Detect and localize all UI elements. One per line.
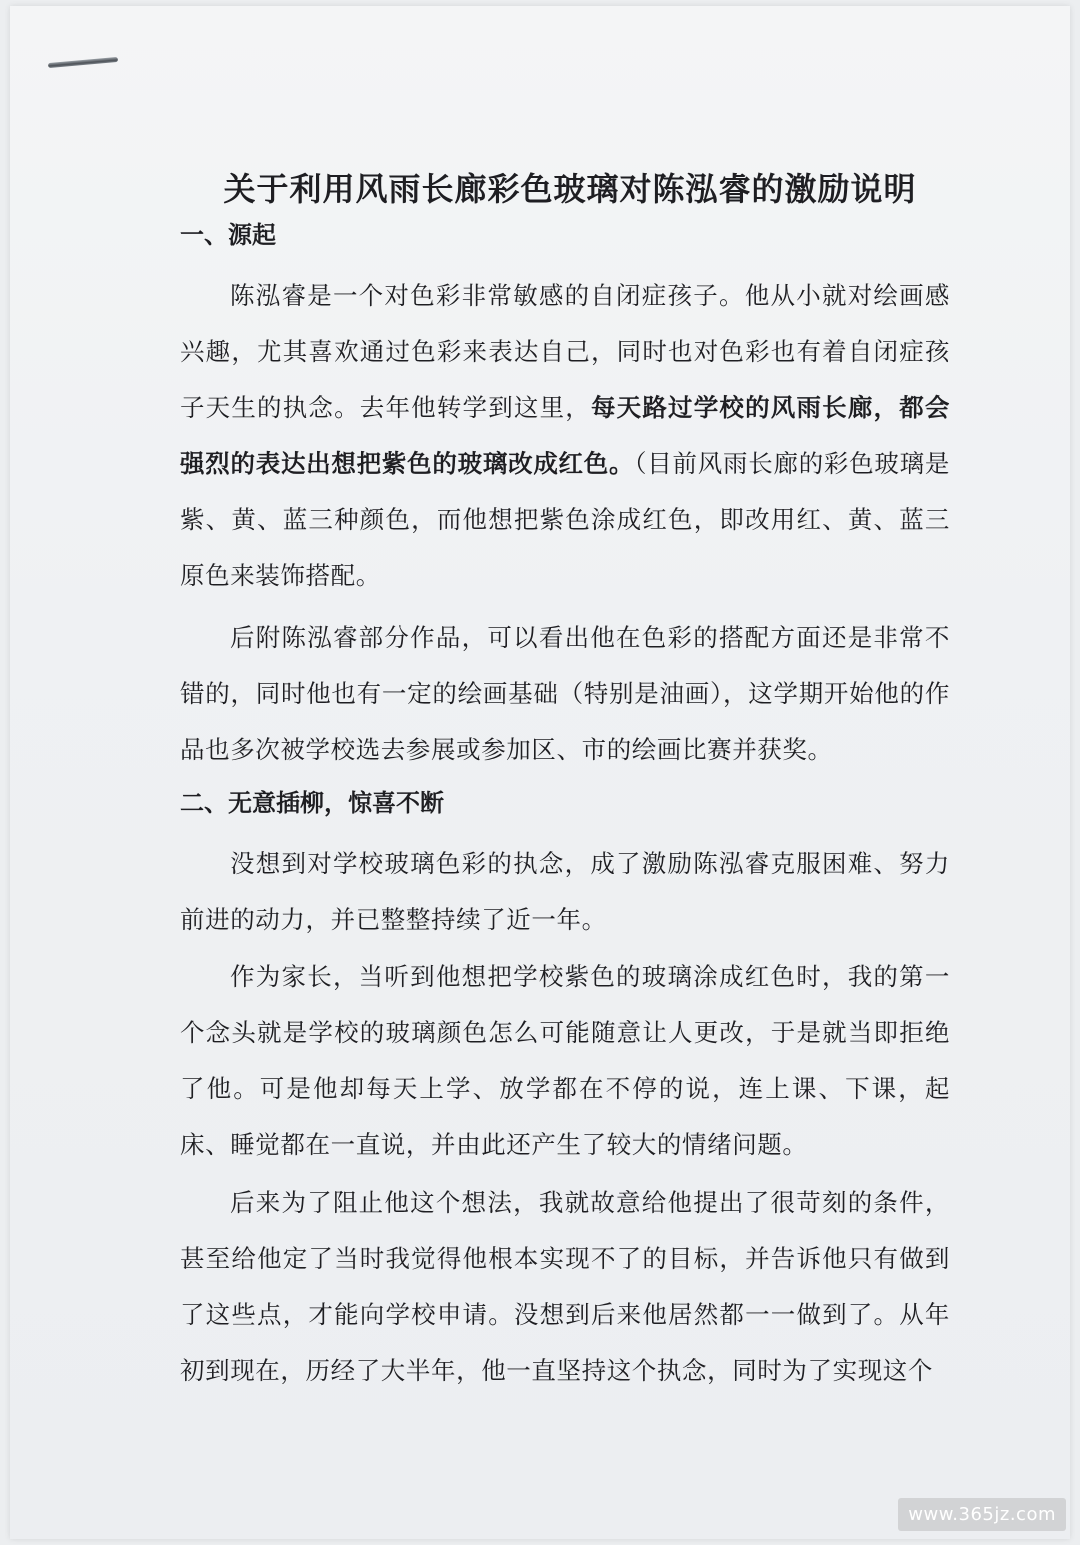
paragraph-motivation: 没想到对学校玻璃色彩的执念，成了激励陈泓睿克服困难、努力前进的动力，并已整整持续了近一年。 [180, 849, 950, 934]
staple-mark [48, 57, 118, 68]
paragraph-conditions: 后来为了阻止他这个想法，我就故意给他提出了很苛刻的条件，甚至给他定了当时我觉得他根本实现不了的目标，并告诉他只有做到了这些点，才能向学校申请。没想到后来他居然都一一做到了。从年初到现在，历经了大半年，他一直坚持这个执念，同时为了实现这个 [180, 1188, 950, 1385]
paragraph-origin-intro [180, 268, 950, 604]
section-heading-origin: 一、源起 [180, 220, 276, 249]
paragraph-bold-text: 每天路过学校的风雨长廊，都会强烈的表达出想把紫色的玻璃改成红色。 [180, 393, 950, 478]
paragraph-parent-reaction: 作为家长，当听到他想把学校紫色的玻璃涂成红色时，我的第一个念头就是学校的玻璃颜色怎么可能随意让人更改，于是就当即拒绝了他。可是他却每天上学、放学都在不停的说，连上课、下课，起床、睡觉都在一直说，并由此还产生了较大的情绪问题。 [180, 962, 950, 1159]
section-heading-surprise: 二、无意插柳，惊喜不断 [180, 788, 444, 817]
paragraph-text: （目前风雨长廊的彩色玻璃是紫、黄、蓝三种颜色，而他想把紫色涂成红色，即改用红、黄、蓝三原色来装饰搭配。 [180, 449, 950, 590]
document-page [10, 6, 1070, 1539]
document-title: 关于利用风雨长廊彩色玻璃对陈泓睿的激励说明 [223, 170, 917, 208]
site-watermark: www.365jz.com [898, 1498, 1066, 1531]
paragraph-text: 陈泓睿是一个对色彩非常敏感的自闭症孩子。他从小就对绘画感兴趣，尤其喜欢通过色彩来表达自己，同时也对色彩也有着自闭症孩子天生的执念。去年他转学到这里， [180, 281, 950, 422]
paragraph-artworks: 后附陈泓睿部分作品，可以看出他在色彩的搭配方面还是非常不错的，同时他也有一定的绘画基础（特别是油画），这学期开始他的作品也多次被学校选去参展或参加区、市的绘画比赛并获奖。 [180, 623, 950, 764]
